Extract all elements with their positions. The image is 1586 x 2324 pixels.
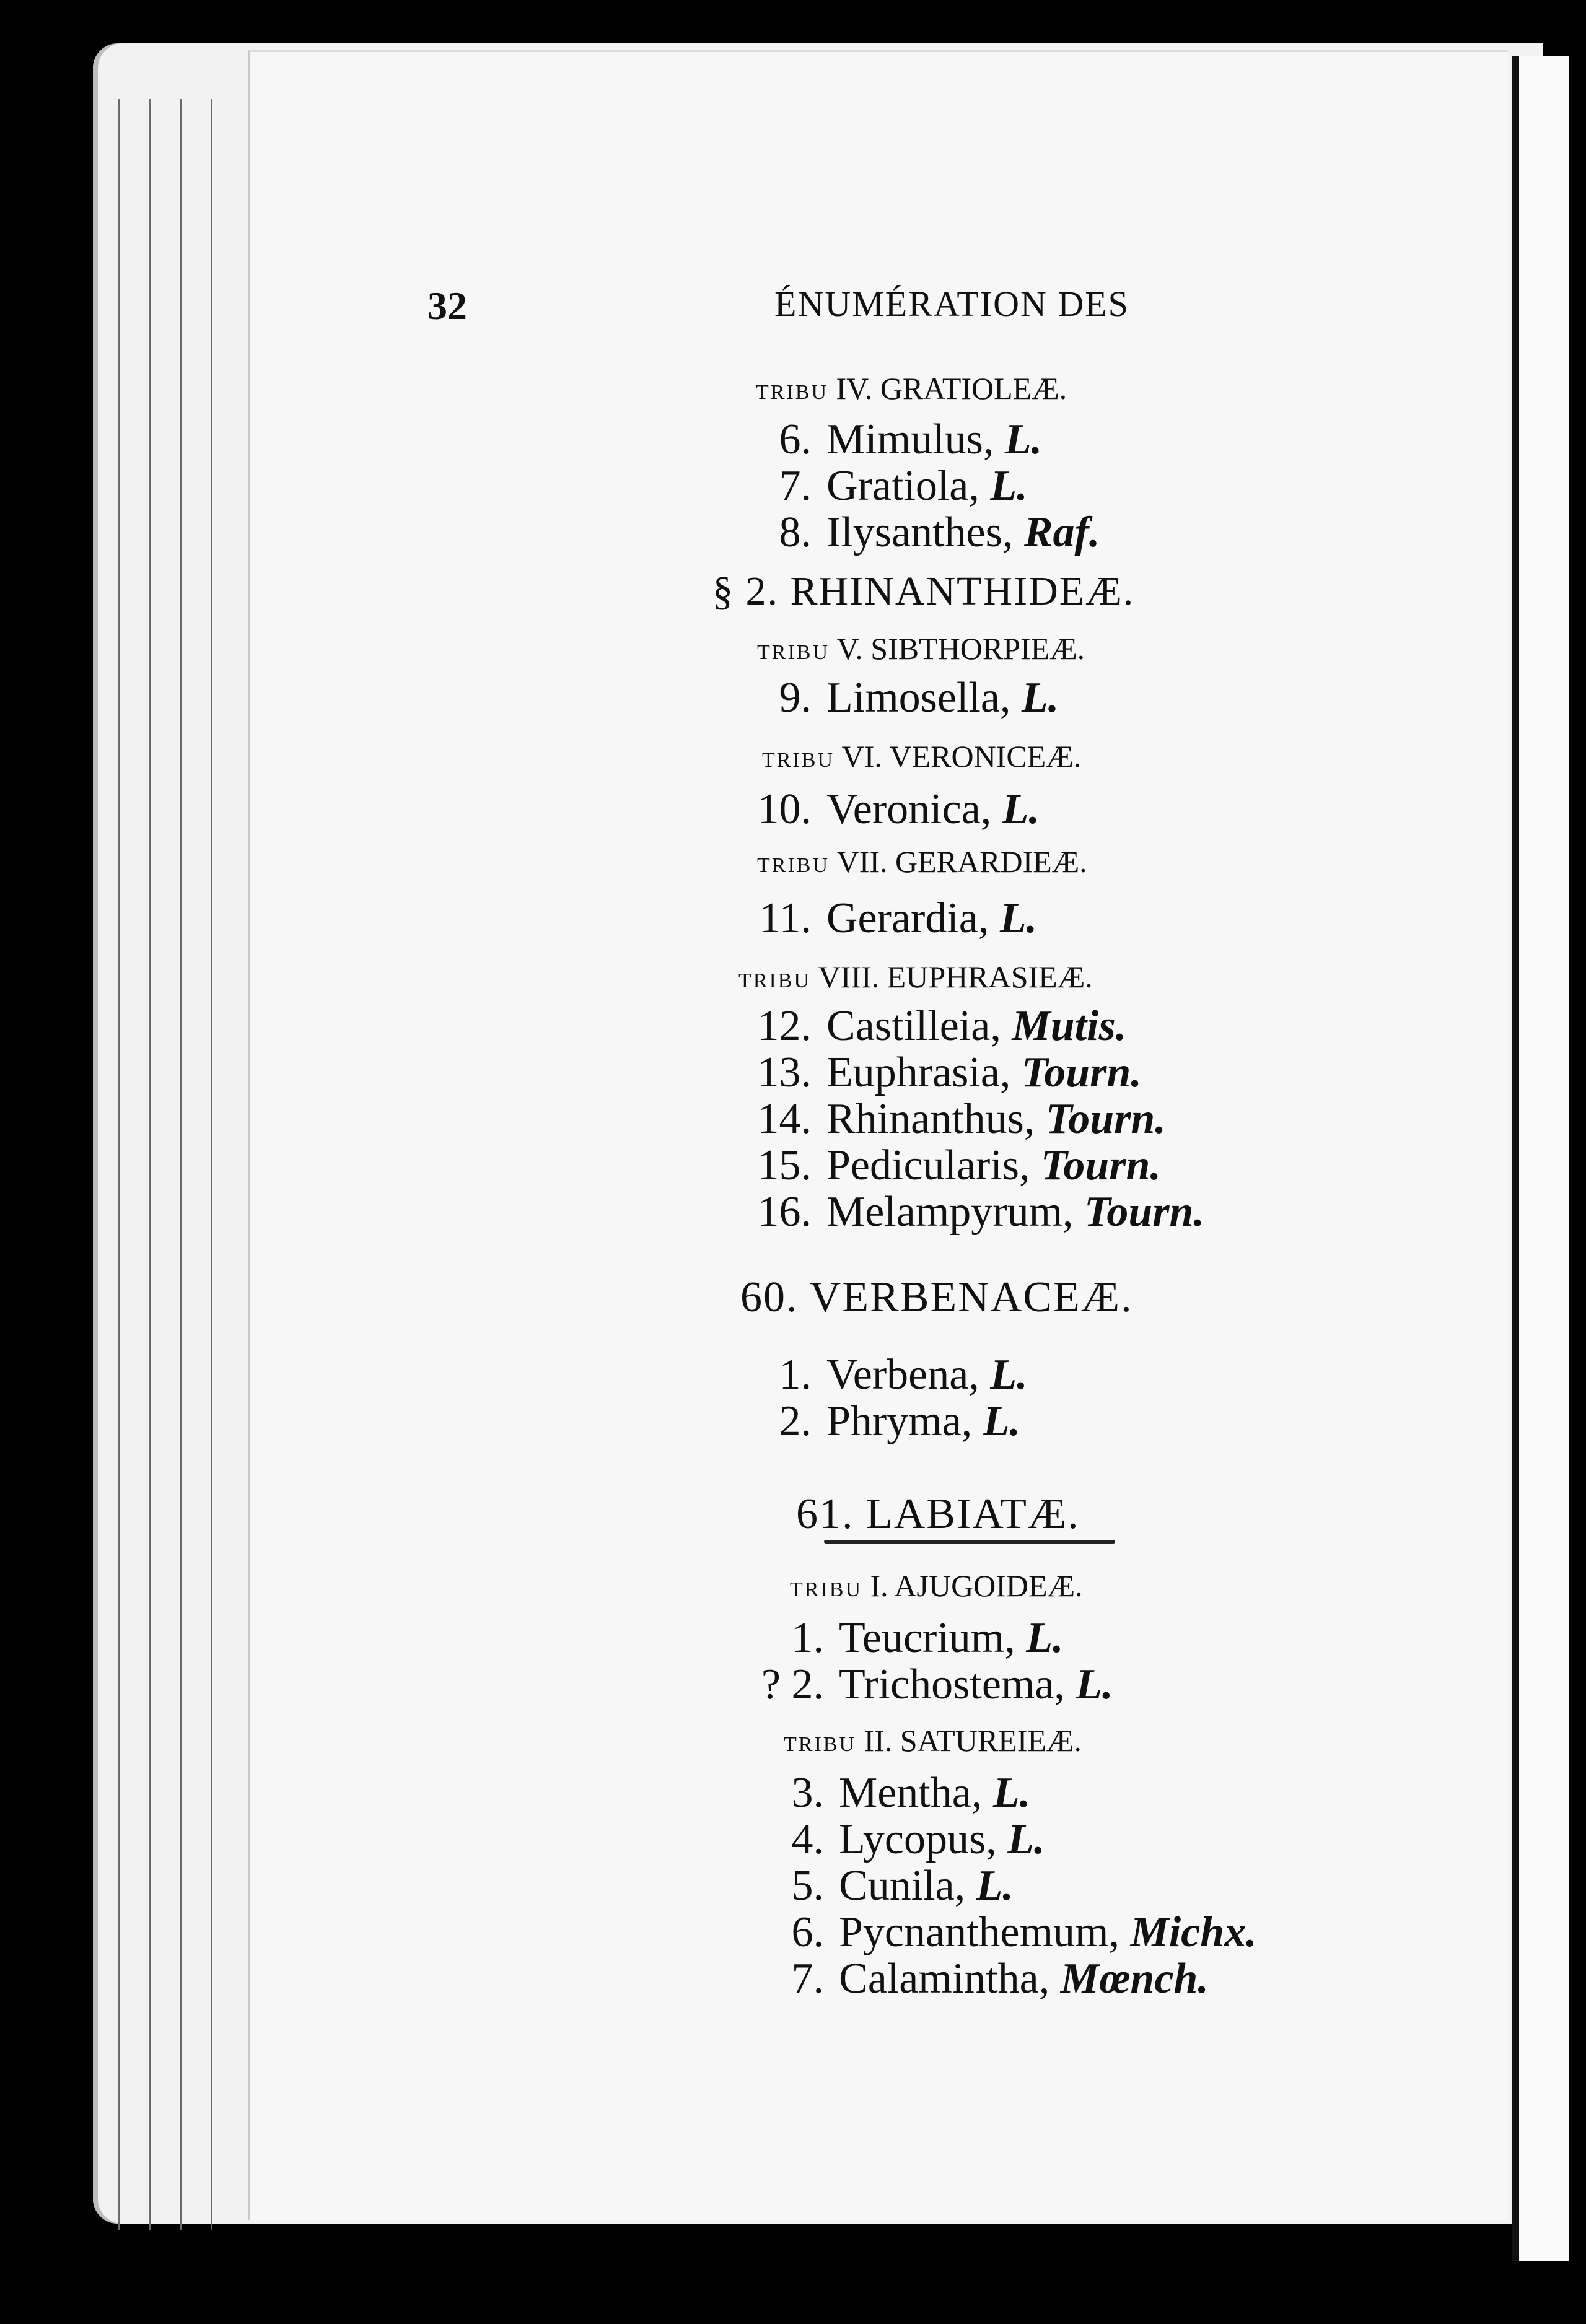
tribu-heading xyxy=(762,741,1081,772)
genus-entry xyxy=(743,785,1040,833)
genus-entry xyxy=(743,1144,1161,1187)
genus-number: 1. xyxy=(779,1351,812,1399)
genus-entry xyxy=(743,676,1059,720)
page-edge-line xyxy=(211,99,212,2230)
genus-number: 16. xyxy=(757,1188,812,1236)
genus-entry xyxy=(743,1353,1028,1397)
genus-entry xyxy=(756,1663,1113,1706)
genus-number: 5. xyxy=(791,1862,824,1910)
genus-author: L. xyxy=(1007,1815,1045,1863)
genus-entry xyxy=(743,894,1038,942)
tribu-prefix: TRIBU xyxy=(738,969,811,992)
genus-name: Castilleia, xyxy=(826,1002,1012,1050)
tribu-title: VII. GERARDIEÆ. xyxy=(836,844,1087,879)
genus-author: L. xyxy=(990,1351,1028,1399)
genus-name: Calamintha, xyxy=(839,1955,1061,2003)
genus-name: Cunila, xyxy=(839,1862,976,1910)
genus-author: L. xyxy=(983,1397,1021,1445)
genus-entry xyxy=(756,1614,1064,1662)
page-edge-line xyxy=(118,99,120,2230)
genus-author: L. xyxy=(990,462,1028,510)
tribu-heading xyxy=(757,633,1085,664)
genus-author: L. xyxy=(1021,674,1059,722)
genus-author: Tourn. xyxy=(1084,1188,1204,1236)
family-heading: 60. VERBENACEÆ. xyxy=(740,1273,1133,1321)
genus-entry xyxy=(743,418,1042,461)
page-edge-line xyxy=(149,99,151,2230)
genus-name: Ilysanthes, xyxy=(826,509,1024,556)
genus-entry xyxy=(743,1051,1142,1094)
tribu-prefix: TRIBU xyxy=(757,641,830,664)
genus-author: Tourn. xyxy=(1041,1142,1161,1189)
page-number: 32 xyxy=(427,284,467,328)
tribu-title: II. SATUREIEÆ. xyxy=(864,1723,1082,1758)
handwritten-underline xyxy=(824,1540,1115,1544)
genus-entry xyxy=(756,1864,1014,1908)
genus-number: 3. xyxy=(791,1769,824,1817)
genus-number: 12. xyxy=(757,1002,812,1050)
genus-entry xyxy=(743,1002,1127,1050)
genus-author: Tourn. xyxy=(1045,1095,1166,1143)
genus-author: L. xyxy=(999,894,1038,942)
genus-entry xyxy=(743,462,1028,510)
genus-number: 4. xyxy=(791,1815,824,1863)
genus-author: Mœnch. xyxy=(1060,1955,1209,2003)
genus-author: L. xyxy=(1026,1614,1064,1662)
tribu-heading xyxy=(784,1725,1082,1756)
genus-number: 7. xyxy=(779,462,812,510)
genus-number: ? 2. xyxy=(761,1661,824,1708)
running-head: ÉNUMÉRATION DES xyxy=(774,284,1129,324)
genus-number: 13. xyxy=(757,1049,812,1096)
genus-number: 2. xyxy=(779,1397,812,1445)
tribu-heading xyxy=(756,373,1067,404)
genus-entry xyxy=(743,1190,1204,1234)
genus-name: Gerardia, xyxy=(826,894,1000,942)
genus-number: 9. xyxy=(779,674,812,722)
genus-entry xyxy=(756,1771,1030,1815)
genus-author: L. xyxy=(1076,1661,1113,1708)
genus-name: Limosella, xyxy=(826,674,1022,722)
tribu-heading xyxy=(757,846,1087,877)
tribu-heading xyxy=(790,1570,1083,1601)
tribu-prefix: TRIBU xyxy=(790,1578,862,1601)
genus-name: Pycnanthemum, xyxy=(839,1908,1131,1956)
genus-author: Mutis. xyxy=(1012,1002,1127,1050)
genus-name: Gratiola, xyxy=(826,462,991,510)
genus-number: 8. xyxy=(779,509,812,556)
family-heading: 61. LABIATÆ. xyxy=(796,1490,1080,1538)
genus-author: L. xyxy=(992,1769,1031,1817)
genus-name: Trichostema, xyxy=(839,1661,1076,1708)
tribu-title: I. AJUGOIDEÆ. xyxy=(870,1568,1083,1603)
genus-name: Teucrium, xyxy=(839,1614,1027,1662)
genus-number: 10. xyxy=(757,785,812,833)
tribu-prefix: TRIBU xyxy=(784,1733,856,1756)
genus-author: L. xyxy=(1004,416,1043,463)
genus-author: Raf. xyxy=(1023,509,1100,556)
genus-name: Veronica, xyxy=(826,785,1002,833)
tribu-title: IV. GRATIOLEÆ. xyxy=(836,371,1067,406)
genus-entry xyxy=(743,1095,1166,1143)
tribu-heading xyxy=(738,961,1093,992)
tribu-title: V. SIBTHORPIEÆ. xyxy=(836,631,1085,666)
genus-number: 6. xyxy=(779,416,812,463)
tribu-title: VI. VERONICEÆ. xyxy=(841,739,1082,774)
genus-name: Verbena, xyxy=(826,1351,991,1399)
genus-number: 6. xyxy=(791,1908,824,1956)
genus-name: Lycopus, xyxy=(839,1815,1008,1863)
section-heading: § 2. RHINANTHIDEÆ. xyxy=(712,569,1135,614)
genus-author: Tourn. xyxy=(1021,1049,1142,1096)
genus-name: Euphrasia, xyxy=(826,1049,1022,1096)
facing-page-edge xyxy=(1512,56,1569,2261)
tribu-prefix: TRIBU xyxy=(756,381,828,404)
genus-entry xyxy=(756,1908,1257,1956)
genus-name: Mimulus, xyxy=(826,416,1005,463)
genus-number: 1. xyxy=(791,1614,824,1662)
genus-entry xyxy=(743,511,1100,554)
genus-entry xyxy=(756,1957,1209,2001)
page-edge-line xyxy=(180,99,182,2230)
genus-author: Michx. xyxy=(1130,1908,1257,1956)
genus-name: Mentha, xyxy=(839,1769,993,1817)
tribu-title: VIII. EUPHRASIEÆ. xyxy=(818,959,1093,994)
genus-name: Pedicularis, xyxy=(826,1142,1041,1189)
genus-name: Rhinanthus, xyxy=(826,1095,1046,1143)
genus-number: 14. xyxy=(757,1095,812,1143)
genus-author: L. xyxy=(976,1862,1014,1910)
genus-entry xyxy=(743,1397,1021,1445)
genus-number: 7. xyxy=(791,1955,824,2003)
genus-author: L. xyxy=(1002,785,1040,833)
genus-number: 11. xyxy=(759,894,812,942)
tribu-prefix: TRIBU xyxy=(757,854,830,877)
genus-name: Melampyrum, xyxy=(826,1188,1085,1236)
genus-name: Phryma, xyxy=(826,1397,983,1445)
genus-entry xyxy=(756,1815,1045,1863)
genus-number: 15. xyxy=(757,1142,812,1189)
tribu-prefix: TRIBU xyxy=(762,749,835,772)
